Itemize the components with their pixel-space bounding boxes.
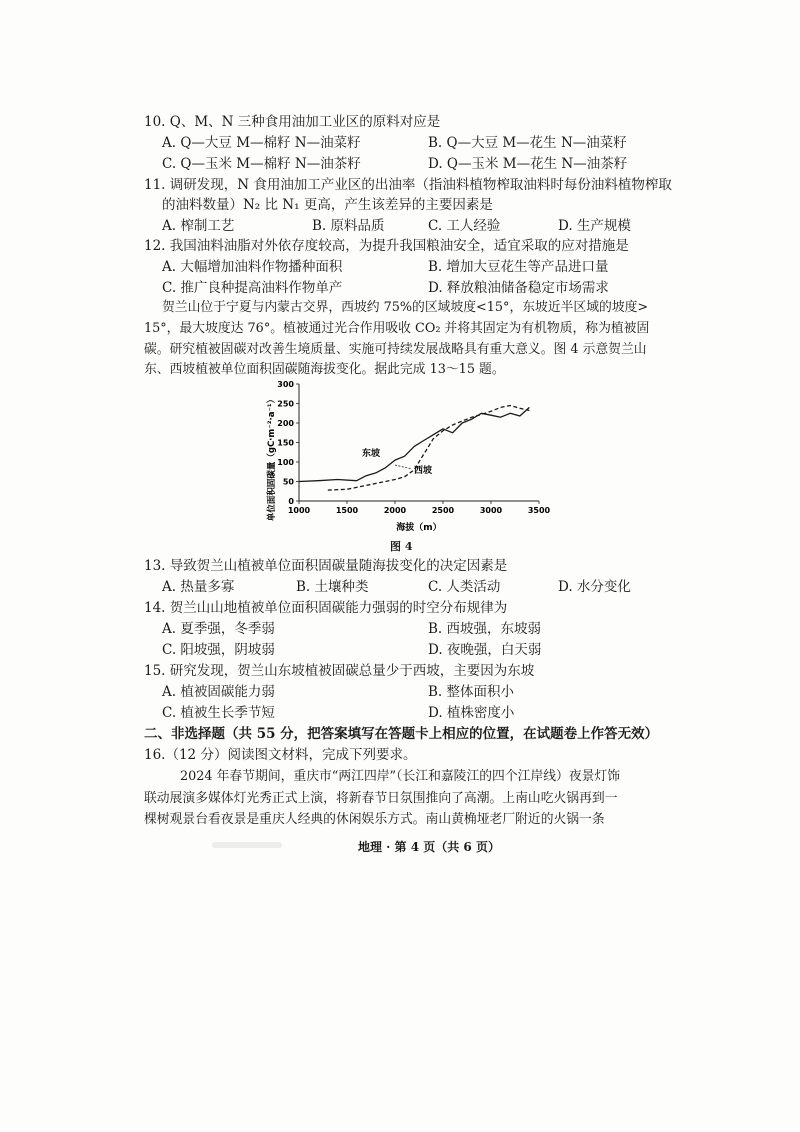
q13-option-c: C. 人类活动 (428, 579, 501, 595)
q14-option-b: B. 西坡强，东坡弱 (428, 621, 542, 637)
q11-option-a: A. 榨制工艺 (162, 218, 235, 234)
west-slope-leader (395, 465, 412, 469)
q13-option-d: D. 水分变化 (558, 579, 631, 595)
y-tick-label: 150 (277, 438, 294, 448)
passage-line-4: 东、西坡植被单位面积固碳随海拔变化。据此完成 13～15 题。 (144, 362, 505, 377)
passage-line-3: 碳。研究植被固碳对改善生境质量、实施可持续发展战略具有重大意义。图 4 示意贺兰山 (144, 342, 647, 357)
chart-plot (299, 406, 529, 491)
q14-option-a: A. 夏季强，冬季弱 (162, 621, 275, 637)
q14-option-c: C. 阳坡强，阴坡弱 (162, 642, 275, 658)
q15-option-d: D. 植株密度小 (428, 705, 515, 721)
chart-x-label: 海拔（m） (396, 523, 442, 533)
y-tick-label: 200 (277, 419, 294, 428)
q15-option-b: B. 整体面积小 (428, 684, 515, 700)
x-tick-label: 1500 (335, 506, 359, 515)
q12-option-d: D. 释放粮油储备稳定市场需求 (428, 280, 609, 296)
q16-paragraph-line-2: 联动展演多媒体灯光秀正式上演，将新春节日氛围推向了高潮。上南山吃火锅再到一 (144, 791, 618, 806)
q10-stem: 10. Q、M、N 三种食用油加工业区的原料对应是 (144, 114, 441, 130)
figure-4-chart (262, 378, 552, 536)
q10-option-d: D. Q—玉米 M—花生 N—油茶籽 (428, 156, 628, 172)
west-slope-series-line (328, 406, 530, 491)
q10-option-a: A. Q—大豆 M—棉籽 N—油菜籽 (162, 135, 361, 151)
y-tick-label: 100 (277, 458, 294, 467)
east-slope-label: 东坡 (362, 449, 381, 459)
q11-option-d: D. 生产规模 (558, 218, 631, 234)
q16-paragraph-line-3: 棵树观景台看夜景是重庆人经典的休闲娱乐方式。南山黄桷垭老厂附近的火锅一条 (144, 812, 605, 827)
passage-line-2: 15°，最大坡度达 76°。植被通过光合作用吸收 CO₂ 并将其固定为有机物质，称为植被固 (144, 321, 650, 336)
west-slope-label: 西坡 (414, 466, 433, 476)
q12-option-b: B. 增加大豆花生等产品进口量 (428, 259, 609, 275)
x-tick-label: 1000 (287, 506, 311, 515)
q12-option-a: A. 大幅增加油料作物播种面积 (162, 259, 343, 275)
q15-option-a: A. 植被固碳能力弱 (162, 684, 275, 700)
q16-stem: 16.（12 分）阅读图文材料，完成下列要求。 (144, 747, 417, 763)
x-tick-label: 3000 (479, 506, 503, 515)
q10-option-c: C. Q—玉米 M—棉籽 N—油茶籽 (162, 156, 361, 172)
x-tick-label: 2000 (383, 506, 407, 515)
q15-option-c: C. 植被生长季节短 (162, 705, 275, 721)
q12-stem: 12. 我国油料油脂对外依存度较高，为提升我国粮油安全，适宜采取的应对措施是 (144, 238, 629, 254)
q11-stem-line1: 11. 调研发现，N 食用油加工产业区的出油率（指油料植物榨取油料时每份油料植物榨取 (144, 177, 672, 193)
q16-paragraph-line-1: 2024 年春节期间，重庆市“两江四岸”（长江和嘉陵江的四个江岸线）夜景灯饰 (180, 769, 621, 784)
figure-caption: 图 4 (390, 540, 413, 553)
x-tick-label: 2500 (431, 506, 455, 515)
section-2-heading: 二、非选择题（共 55 分，把答案填写在答题卡上相应的位置，在试题卷上作答无效） (144, 726, 659, 742)
q11-option-b: B. 原料品质 (312, 218, 385, 234)
q13-stem: 13. 导致贺兰山植被单位面积固碳量随海拔变化的决定因素是 (144, 558, 508, 574)
y-tick-label: 250 (277, 399, 294, 409)
q13-option-b: B. 土壤种类 (296, 579, 369, 595)
q13-option-a: A. 热量多寡 (162, 579, 235, 595)
q14-stem: 14. 贺兰山山地植被单位面积固碳能力强弱的时空分布规律为 (144, 600, 508, 616)
scan-smudge (212, 842, 282, 848)
y-tick-label: 300 (277, 380, 294, 389)
y-tick-label: 0 (288, 497, 294, 506)
x-tick-label: 3500 (527, 506, 551, 515)
q10-option-b: B. Q—大豆 M—花生 N—油菜籽 (428, 135, 627, 151)
q14-option-d: D. 夜晚强，白天弱 (428, 642, 542, 658)
passage-line-1: 贺兰山位于宁夏与内蒙古交界，西坡约 75%的区域坡度<15°，东坡近半区域的坡度> (162, 300, 649, 315)
q12-option-c: C. 推广良种提高油料作物单产 (162, 280, 343, 296)
q11-stem-line2: 的油料数量）N₂ 比 N₁ 更高，产生该差异的主要因素是 (162, 197, 493, 213)
q15-stem: 15. 研究发现，贺兰山东坡植被固碳总量少于西坡，主要因为东坡 (144, 663, 535, 679)
q11-option-c: C. 工人经验 (428, 218, 501, 234)
chart-y-label: 单位面积固碳量（gC·m⁻²·a⁻¹） (267, 394, 277, 522)
page-footer: 地理 · 第 4 页（共 6 页） (358, 840, 500, 854)
y-tick-label: 50 (282, 477, 294, 487)
